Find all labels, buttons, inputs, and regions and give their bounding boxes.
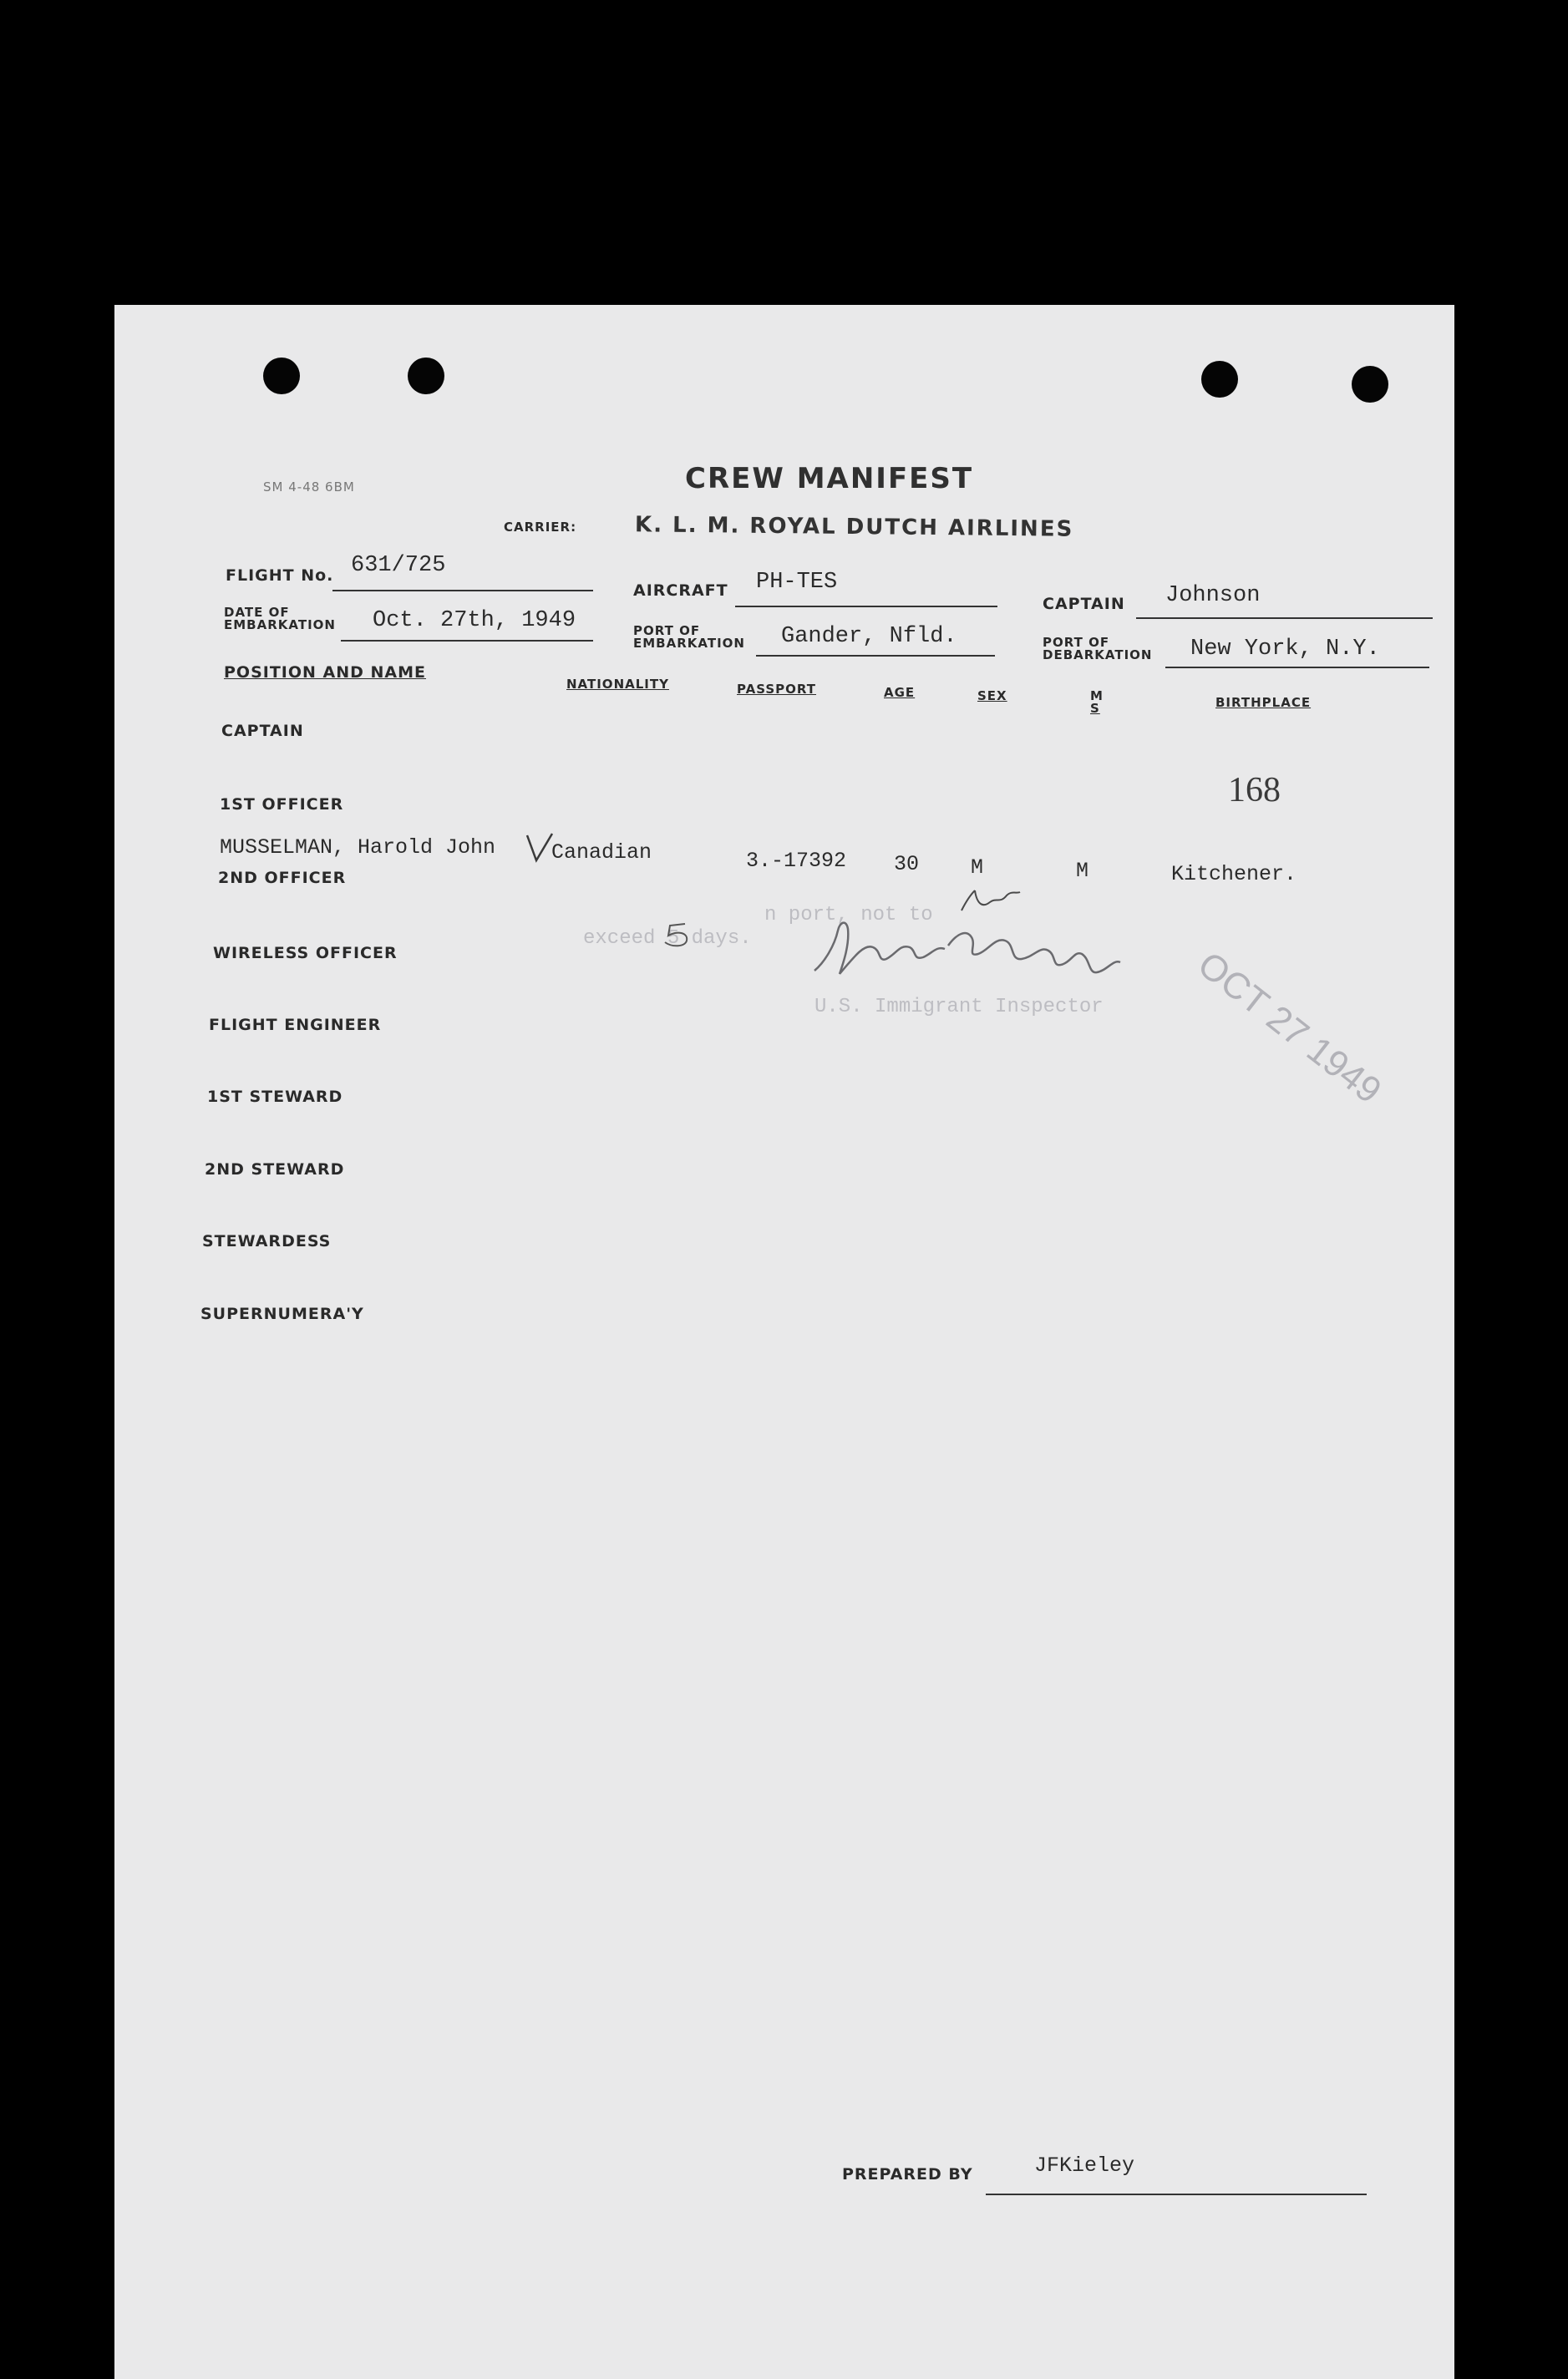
- stamp-line-2: exceed 5 days.: [583, 927, 752, 950]
- column-birthplace: BIRTHPLACE: [1215, 695, 1312, 710]
- flight-number: 631/725: [351, 553, 446, 578]
- crew-passport: 3.-17392: [746, 849, 847, 873]
- inspector-signature: [806, 912, 1140, 987]
- position-wireless-officer: WIRELESS OFFICER: [213, 944, 398, 962]
- form-number: SM 4-48 6BM: [263, 479, 355, 495]
- punch-hole: [263, 358, 300, 394]
- crew-nationality: Canadian: [551, 840, 652, 865]
- flight-label: FLIGHT No.: [226, 566, 334, 585]
- port-of-embarkation: Gander, Nfld.: [781, 624, 957, 649]
- date-underline: [341, 640, 593, 642]
- column-sex: SEX: [977, 688, 1007, 703]
- prepared-by-label: PREPARED BY: [842, 2165, 973, 2184]
- port-embarkation-underline: [756, 655, 995, 657]
- crew-sex: M: [971, 855, 984, 880]
- prepared-by-name: JFKieley: [1034, 2153, 1135, 2178]
- page-number: 168: [1228, 771, 1281, 809]
- carrier-name: K. L. M. ROYAL DUTCH AIRLINES: [634, 512, 1074, 542]
- position-first-officer: 1ST OFFICER: [220, 795, 344, 814]
- handwritten-five: [660, 921, 697, 949]
- inspector-title: U.S. Immigrant Inspector: [814, 996, 1104, 1018]
- position-captain: CAPTAIN: [221, 722, 304, 740]
- position-supernumerary: SUPERNUMERA'Y: [200, 1305, 364, 1323]
- aircraft-registration: PH-TES: [756, 570, 838, 595]
- column-age: AGE: [884, 685, 916, 700]
- check-mark-icon: [525, 830, 555, 865]
- punch-hole: [1352, 366, 1388, 403]
- date-label: DATE OF EMBARKATION: [224, 605, 336, 632]
- carrier-label: CARRIER:: [504, 520, 577, 535]
- captain-label: CAPTAIN: [1043, 595, 1125, 613]
- stamp-date: OCT 27 1949: [1190, 944, 1389, 1112]
- column-position-and-name: POSITION AND NAME: [224, 663, 427, 682]
- port-debarkation-underline: [1165, 667, 1429, 668]
- flight-underline: [332, 590, 593, 591]
- crew-marital-status: M: [1076, 859, 1089, 883]
- position-first-steward: 1ST STEWARD: [207, 1088, 343, 1106]
- port-debarkation-label: PORT OF DEBARKATION: [1043, 635, 1153, 662]
- crew-age: 30: [894, 852, 920, 876]
- aircraft-label: AIRCRAFT: [633, 581, 728, 600]
- crew-birthplace: Kitchener.: [1171, 862, 1297, 886]
- column-passport: PASSPORT: [737, 682, 817, 697]
- crew-name: MUSSELMAN, Harold John: [220, 835, 496, 860]
- position-stewardess: STEWARDESS: [202, 1232, 332, 1250]
- column-nationality: NATIONALITY: [566, 677, 669, 692]
- aircraft-underline: [735, 606, 997, 607]
- position-second-steward: 2ND STEWARD: [205, 1160, 345, 1179]
- port-of-debarkation: New York, N.Y.: [1190, 637, 1380, 662]
- embarkation-date: Oct. 27th, 1949: [373, 608, 576, 633]
- punch-hole: [408, 358, 444, 394]
- stamp-line-1: n port, not to: [764, 904, 933, 926]
- document-title: CREW MANIFEST: [685, 462, 974, 495]
- column-marital-status: M S: [1090, 688, 1104, 716]
- punch-hole: [1201, 361, 1238, 398]
- prepared-by-underline: [986, 2194, 1367, 2195]
- port-embarkation-label: PORT OF EMBARKATION: [633, 623, 745, 651]
- position-second-officer: 2ND OFFICER: [218, 869, 347, 887]
- captain-underline: [1136, 617, 1433, 619]
- captain-name: Johnson: [1165, 583, 1261, 608]
- position-flight-engineer: FLIGHT ENGINEER: [209, 1016, 382, 1034]
